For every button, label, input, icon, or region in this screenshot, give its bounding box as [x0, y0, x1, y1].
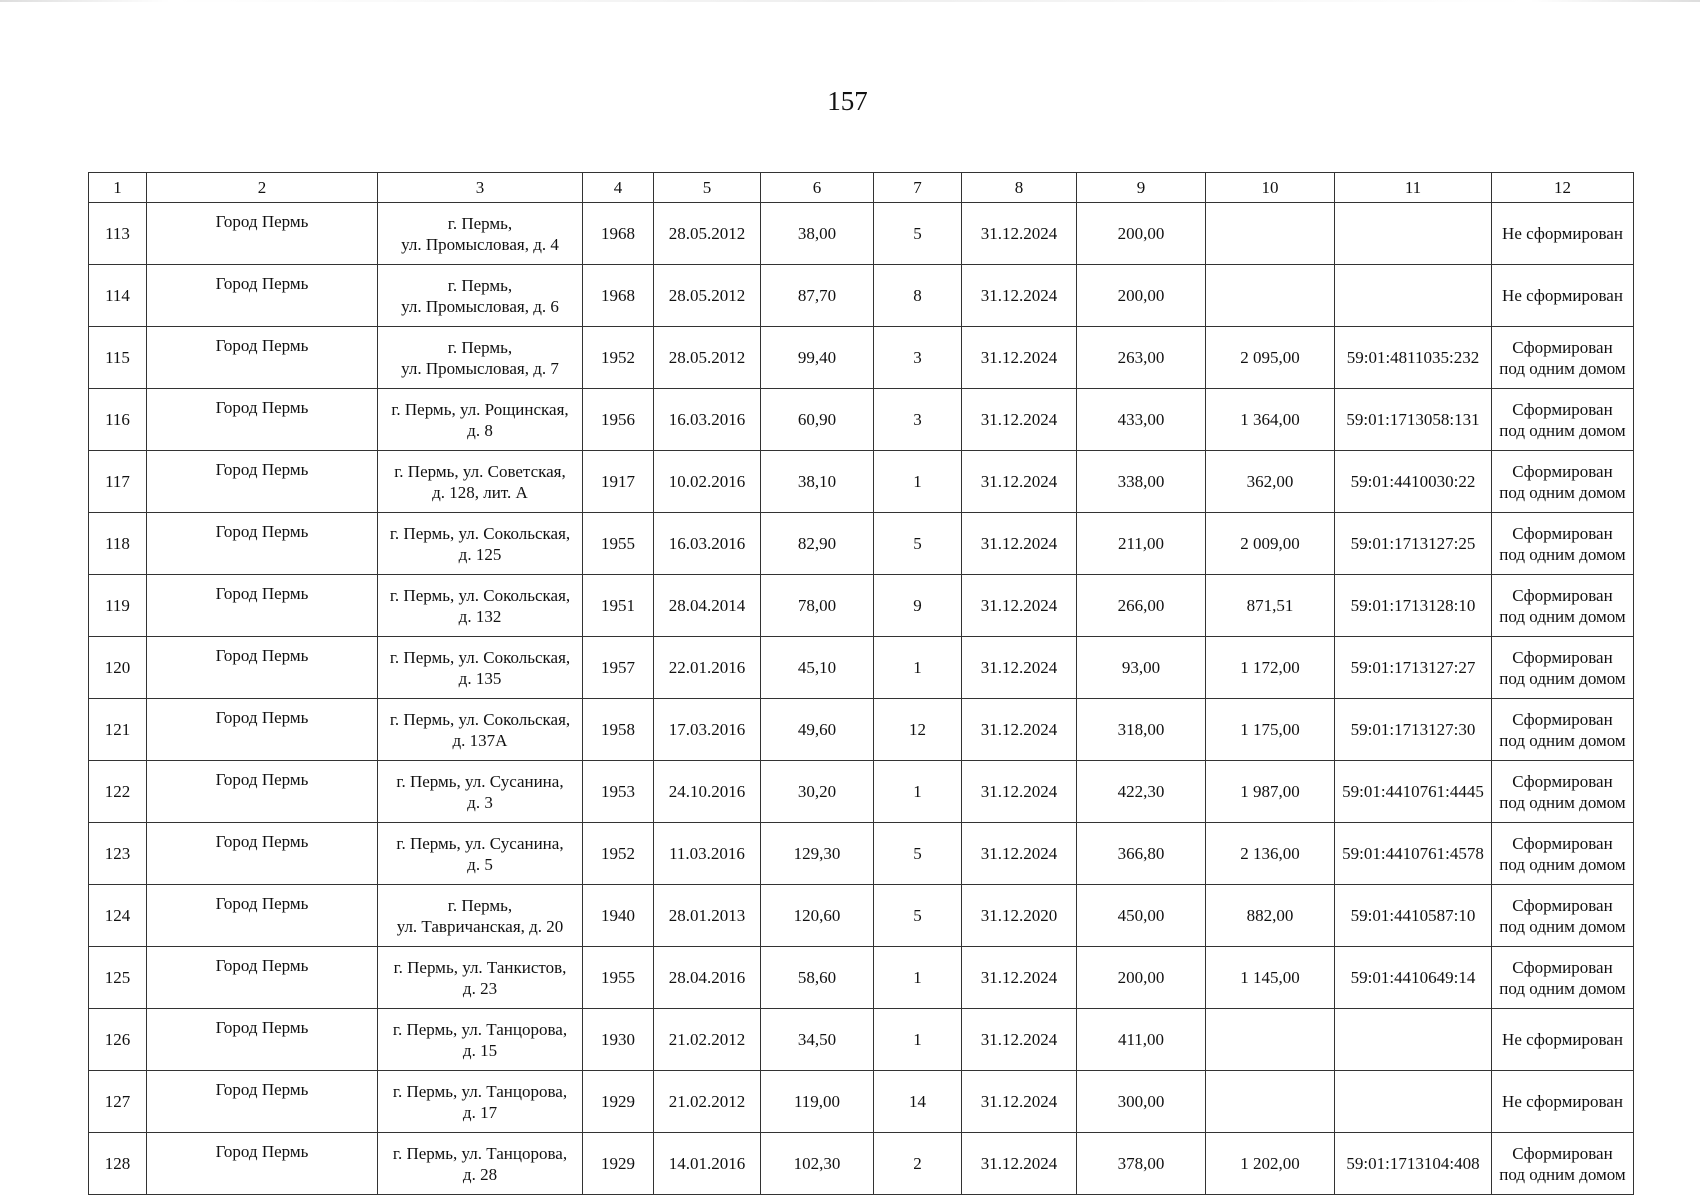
value-col9-cell: 300,00 — [1077, 1071, 1206, 1133]
residents-cell: 14 — [874, 1071, 962, 1133]
column-header-10: 10 — [1206, 173, 1335, 203]
municipality-cell: Город Пермь — [147, 947, 378, 1009]
value-col10-cell: 2 095,00 — [1206, 327, 1335, 389]
address-cell — [378, 1071, 583, 1133]
municipality-cell: Город Пермь — [147, 1009, 378, 1071]
land-status-cell — [1492, 637, 1634, 699]
date-cell: 11.03.2016 — [654, 823, 761, 885]
table-row — [89, 637, 1634, 699]
row-number-cell: 118 — [89, 513, 147, 575]
year-cell: 1957 — [583, 637, 654, 699]
value-col9-cell: 378,00 — [1077, 1133, 1206, 1195]
status-line-1: Сформирован — [1512, 523, 1613, 543]
value-col10-cell — [1206, 1009, 1335, 1071]
column-header-12: 12 — [1492, 173, 1634, 203]
address-line-1: г. Пермь, ул. Танцорова, — [392, 1019, 568, 1039]
address-line-1: г. Пермь, ул. Танцорова, — [392, 1143, 568, 1163]
municipality-cell: Город Пермь — [147, 389, 378, 451]
column-header-6: 6 — [761, 173, 874, 203]
status-line-1: Сформирован — [1512, 895, 1613, 915]
table-row — [89, 327, 1634, 389]
municipality-cell: Город Пермь — [147, 699, 378, 761]
column-header-7: 7 — [874, 173, 962, 203]
date-cell: 28.05.2012 — [654, 265, 761, 327]
status-line-1: Сформирован — [1512, 771, 1613, 791]
address-cell — [378, 699, 583, 761]
status-line-1: Сформирован — [1512, 399, 1613, 419]
date-cell: 16.03.2016 — [654, 513, 761, 575]
municipality-cell: Город Пермь — [147, 265, 378, 327]
status-line-2: под одним домом — [1499, 854, 1626, 874]
value-col10-cell: 1 145,00 — [1206, 947, 1335, 1009]
address-line-1: г. Пермь, ул. Советская, — [394, 461, 566, 481]
status-line-2: под одним домом — [1499, 544, 1626, 564]
residents-cell: 5 — [874, 203, 962, 265]
deadline-cell: 31.12.2024 — [962, 265, 1077, 327]
row-number-cell: 116 — [89, 389, 147, 451]
status-line-2: под одним домом — [1499, 358, 1626, 378]
year-cell: 1956 — [583, 389, 654, 451]
value-col10-cell: 1 364,00 — [1206, 389, 1335, 451]
table-row — [89, 389, 1634, 451]
registry-table — [88, 172, 1634, 1195]
land-status-cell — [1492, 203, 1634, 265]
value-col9-cell: 200,00 — [1077, 203, 1206, 265]
cadastre-number-cell: 59:01:1713058:131 — [1335, 389, 1492, 451]
address-cell — [378, 389, 583, 451]
address-cell — [378, 513, 583, 575]
residents-cell: 2 — [874, 1133, 962, 1195]
date-cell: 21.02.2012 — [654, 1009, 761, 1071]
address-line-2: д. 3 — [467, 792, 493, 812]
cadastre-number-cell: 59:01:4410030:22 — [1335, 451, 1492, 513]
address-line-2: ул. Промысловая, д. 7 — [401, 358, 559, 378]
row-number-cell: 121 — [89, 699, 147, 761]
status-line-1: Не сформирован — [1502, 224, 1623, 243]
deadline-cell: 31.12.2024 — [962, 1133, 1077, 1195]
status-line-1: Сформирован — [1512, 1143, 1613, 1163]
residents-cell: 5 — [874, 885, 962, 947]
address-cell — [378, 885, 583, 947]
table-row — [89, 823, 1634, 885]
table-row — [89, 575, 1634, 637]
cadastre-number-cell: 59:01:4410649:14 — [1335, 947, 1492, 1009]
address-cell — [378, 451, 583, 513]
column-header-11: 11 — [1335, 173, 1492, 203]
status-line-1: Не сформирован — [1502, 286, 1623, 305]
date-cell: 28.04.2016 — [654, 947, 761, 1009]
value-col9-cell: 200,00 — [1077, 947, 1206, 1009]
municipality-cell: Город Пермь — [147, 575, 378, 637]
date-cell: 14.01.2016 — [654, 1133, 761, 1195]
status-line-2: под одним домом — [1499, 978, 1626, 998]
address-cell — [378, 327, 583, 389]
value-col9-cell: 266,00 — [1077, 575, 1206, 637]
address-line-1: г. Пермь, — [447, 275, 513, 295]
status-line-1: Сформирован — [1512, 461, 1613, 481]
deadline-cell: 31.12.2024 — [962, 1009, 1077, 1071]
status-line-2: под одним домом — [1499, 730, 1626, 750]
deadline-cell: 31.12.2024 — [962, 699, 1077, 761]
table-row — [89, 1009, 1634, 1071]
deadline-cell: 31.12.2024 — [962, 823, 1077, 885]
deadline-cell: 31.12.2024 — [962, 761, 1077, 823]
area-cell: 45,10 — [761, 637, 874, 699]
address-line-2: д. 17 — [462, 1102, 498, 1122]
table-row — [89, 761, 1634, 823]
address-cell — [378, 761, 583, 823]
year-cell: 1940 — [583, 885, 654, 947]
address-line-2: ул. Промысловая, д. 4 — [401, 234, 559, 254]
value-col9-cell: 211,00 — [1077, 513, 1206, 575]
area-cell: 30,20 — [761, 761, 874, 823]
date-cell: 22.01.2016 — [654, 637, 761, 699]
date-cell: 28.04.2014 — [654, 575, 761, 637]
deadline-cell: 31.12.2024 — [962, 451, 1077, 513]
date-cell: 16.03.2016 — [654, 389, 761, 451]
address-line-1: г. Пермь, — [447, 213, 513, 233]
land-status-cell — [1492, 1009, 1634, 1071]
row-number-cell: 123 — [89, 823, 147, 885]
residents-cell: 3 — [874, 327, 962, 389]
table-row — [89, 885, 1634, 947]
value-col10-cell — [1206, 1071, 1335, 1133]
value-col9-cell: 450,00 — [1077, 885, 1206, 947]
address-line-2: ул. Тавричанская, д. 20 — [396, 916, 564, 936]
land-status-cell — [1492, 1133, 1634, 1195]
date-cell: 28.01.2013 — [654, 885, 761, 947]
deadline-cell: 31.12.2024 — [962, 389, 1077, 451]
table-row — [89, 203, 1634, 265]
year-cell: 1952 — [583, 823, 654, 885]
address-line-1: г. Пермь, ул. Рощинская, — [391, 399, 569, 419]
cadastre-number-cell: 59:01:1713127:27 — [1335, 637, 1492, 699]
value-col10-cell: 362,00 — [1206, 451, 1335, 513]
value-col9-cell: 422,30 — [1077, 761, 1206, 823]
residents-cell: 1 — [874, 451, 962, 513]
date-cell: 24.10.2016 — [654, 761, 761, 823]
address-line-2: д. 8 — [467, 420, 493, 440]
residents-cell: 8 — [874, 265, 962, 327]
value-col9-cell: 338,00 — [1077, 451, 1206, 513]
page-number: 157 — [827, 86, 868, 116]
municipality-cell: Город Пермь — [147, 327, 378, 389]
value-col10-cell: 2 136,00 — [1206, 823, 1335, 885]
residents-cell: 1 — [874, 761, 962, 823]
residents-cell: 5 — [874, 823, 962, 885]
date-cell: 17.03.2016 — [654, 699, 761, 761]
year-cell: 1955 — [583, 947, 654, 1009]
residents-cell: 1 — [874, 1009, 962, 1071]
area-cell: 120,60 — [761, 885, 874, 947]
date-cell: 10.02.2016 — [654, 451, 761, 513]
cadastre-number-cell — [1335, 203, 1492, 265]
value-col9-cell: 93,00 — [1077, 637, 1206, 699]
land-status-cell — [1492, 265, 1634, 327]
address-line-1: г. Пермь, ул. Сокольская, — [389, 523, 571, 543]
land-status-cell — [1492, 575, 1634, 637]
status-line-1: Сформирован — [1512, 833, 1613, 853]
row-number-cell: 128 — [89, 1133, 147, 1195]
area-cell: 99,40 — [761, 327, 874, 389]
area-cell: 38,10 — [761, 451, 874, 513]
table-body — [89, 203, 1634, 1195]
status-line-2: под одним домом — [1499, 606, 1626, 626]
value-col10-cell: 2 009,00 — [1206, 513, 1335, 575]
land-status-cell — [1492, 823, 1634, 885]
deadline-cell: 31.12.2024 — [962, 947, 1077, 1009]
deadline-cell: 31.12.2024 — [962, 203, 1077, 265]
table-row — [89, 1133, 1634, 1195]
column-header-1: 1 — [89, 173, 147, 203]
cadastre-number-cell — [1335, 265, 1492, 327]
address-line-1: г. Пермь, ул. Сокольская, — [389, 585, 571, 605]
header-row — [89, 173, 1634, 203]
year-cell: 1917 — [583, 451, 654, 513]
municipality-cell: Город Пермь — [147, 885, 378, 947]
status-line-1: Сформирован — [1512, 337, 1613, 357]
year-cell: 1929 — [583, 1071, 654, 1133]
address-cell — [378, 1009, 583, 1071]
land-status-cell — [1492, 1071, 1634, 1133]
value-col9-cell: 366,80 — [1077, 823, 1206, 885]
municipality-cell: Город Пермь — [147, 1071, 378, 1133]
table-row — [89, 947, 1634, 1009]
row-number-cell: 126 — [89, 1009, 147, 1071]
deadline-cell: 31.12.2024 — [962, 327, 1077, 389]
address-line-1: г. Пермь, — [447, 895, 513, 915]
address-line-2: д. 15 — [462, 1040, 498, 1060]
status-line-2: под одним домом — [1499, 792, 1626, 812]
deadline-cell: 31.12.2024 — [962, 637, 1077, 699]
cadastre-number-cell: 59:01:1713127:25 — [1335, 513, 1492, 575]
date-cell: 28.05.2012 — [654, 327, 761, 389]
date-cell: 21.02.2012 — [654, 1071, 761, 1133]
year-cell: 1968 — [583, 203, 654, 265]
status-line-1: Не сформирован — [1502, 1030, 1623, 1049]
row-number-cell: 114 — [89, 265, 147, 327]
land-status-cell — [1492, 885, 1634, 947]
address-cell — [378, 637, 583, 699]
value-col9-cell: 433,00 — [1077, 389, 1206, 451]
column-header-5: 5 — [654, 173, 761, 203]
address-cell — [378, 823, 583, 885]
status-line-1: Сформирован — [1512, 709, 1613, 729]
deadline-cell: 31.12.2024 — [962, 513, 1077, 575]
address-cell — [378, 575, 583, 637]
area-cell: 49,60 — [761, 699, 874, 761]
residents-cell: 5 — [874, 513, 962, 575]
land-status-cell — [1492, 389, 1634, 451]
area-cell: 58,60 — [761, 947, 874, 1009]
row-number-cell: 120 — [89, 637, 147, 699]
year-cell: 1968 — [583, 265, 654, 327]
address-cell — [378, 947, 583, 1009]
address-line-2: д. 5 — [467, 854, 493, 874]
row-number-cell: 122 — [89, 761, 147, 823]
table-row — [89, 699, 1634, 761]
address-cell — [378, 203, 583, 265]
date-cell: 28.05.2012 — [654, 203, 761, 265]
land-status-cell — [1492, 327, 1634, 389]
cadastre-number-cell: 59:01:4410587:10 — [1335, 885, 1492, 947]
deadline-cell: 31.12.2024 — [962, 1071, 1077, 1133]
table-row — [89, 513, 1634, 575]
scan-edge — [0, 0, 1700, 2]
area-cell: 60,90 — [761, 389, 874, 451]
table-row — [89, 265, 1634, 327]
area-cell: 129,30 — [761, 823, 874, 885]
status-line-2: под одним домом — [1499, 482, 1626, 502]
land-status-cell — [1492, 451, 1634, 513]
address-line-1: г. Пермь, ул. Сокольская, — [389, 709, 571, 729]
deadline-cell: 31.12.2024 — [962, 575, 1077, 637]
area-cell: 87,70 — [761, 265, 874, 327]
land-status-cell — [1492, 513, 1634, 575]
land-status-cell — [1492, 699, 1634, 761]
municipality-cell: Город Пермь — [147, 451, 378, 513]
year-cell: 1955 — [583, 513, 654, 575]
address-line-2: ул. Промысловая, д. 6 — [401, 296, 559, 316]
address-line-2: д. 128, лит. А — [432, 482, 528, 502]
status-line-1: Не сформирован — [1502, 1092, 1623, 1111]
year-cell: 1929 — [583, 1133, 654, 1195]
address-line-1: г. Пермь, ул. Танцорова, — [392, 1081, 568, 1101]
year-cell: 1958 — [583, 699, 654, 761]
area-cell: 78,00 — [761, 575, 874, 637]
cadastre-number-cell: 59:01:1713128:10 — [1335, 575, 1492, 637]
value-col10-cell: 1 202,00 — [1206, 1133, 1335, 1195]
area-cell: 34,50 — [761, 1009, 874, 1071]
address-line-2: д. 135 — [458, 668, 502, 688]
row-number-cell: 119 — [89, 575, 147, 637]
value-col10-cell: 882,00 — [1206, 885, 1335, 947]
column-header-8: 8 — [962, 173, 1077, 203]
year-cell: 1952 — [583, 327, 654, 389]
column-header-2: 2 — [147, 173, 378, 203]
address-line-1: г. Пермь, ул. Сусанина, — [396, 771, 564, 791]
year-cell: 1953 — [583, 761, 654, 823]
municipality-cell: Город Пермь — [147, 513, 378, 575]
municipality-cell: Город Пермь — [147, 1133, 378, 1195]
address-line-2: д. 137А — [452, 730, 508, 750]
row-number-cell: 113 — [89, 203, 147, 265]
address-line-1: г. Пермь, ул. Танкистов, — [393, 957, 567, 977]
cadastre-number-cell: 59:01:4410761:4578 — [1335, 823, 1492, 885]
land-status-cell — [1492, 947, 1634, 1009]
address-line-1: г. Пермь, ул. Сусанина, — [396, 833, 564, 853]
value-col9-cell: 200,00 — [1077, 265, 1206, 327]
value-col10-cell: 1 172,00 — [1206, 637, 1335, 699]
address-line-2: д. 132 — [458, 606, 502, 626]
address-line-1: г. Пермь, — [447, 337, 513, 357]
cadastre-number-cell: 59:01:1713104:408 — [1335, 1133, 1492, 1195]
address-line-1: г. Пермь, ул. Сокольская, — [389, 647, 571, 667]
row-number-cell: 115 — [89, 327, 147, 389]
value-col10-cell: 871,51 — [1206, 575, 1335, 637]
address-cell — [378, 265, 583, 327]
address-line-2: д. 28 — [462, 1164, 498, 1184]
cadastre-number-cell — [1335, 1009, 1492, 1071]
deadline-cell: 31.12.2020 — [962, 885, 1077, 947]
area-cell: 102,30 — [761, 1133, 874, 1195]
address-line-2: д. 23 — [462, 978, 498, 998]
value-col9-cell: 263,00 — [1077, 327, 1206, 389]
column-header-4: 4 — [583, 173, 654, 203]
value-col9-cell: 318,00 — [1077, 699, 1206, 761]
table-row — [89, 451, 1634, 513]
residents-cell: 1 — [874, 947, 962, 1009]
cadastre-number-cell — [1335, 1071, 1492, 1133]
row-number-cell: 127 — [89, 1071, 147, 1133]
status-line-1: Сформирован — [1512, 585, 1613, 605]
value-col10-cell — [1206, 203, 1335, 265]
value-col10-cell: 1 987,00 — [1206, 761, 1335, 823]
municipality-cell: Город Пермь — [147, 823, 378, 885]
cadastre-number-cell: 59:01:4811035:232 — [1335, 327, 1492, 389]
area-cell: 119,00 — [761, 1071, 874, 1133]
residents-cell: 1 — [874, 637, 962, 699]
residents-cell: 9 — [874, 575, 962, 637]
status-line-1: Сформирован — [1512, 957, 1613, 977]
row-number-cell: 124 — [89, 885, 147, 947]
municipality-cell: Город Пермь — [147, 637, 378, 699]
residents-cell: 12 — [874, 699, 962, 761]
area-cell: 38,00 — [761, 203, 874, 265]
status-line-1: Сформирован — [1512, 647, 1613, 667]
row-number-cell: 125 — [89, 947, 147, 1009]
column-header-9: 9 — [1077, 173, 1206, 203]
land-status-cell — [1492, 761, 1634, 823]
cadastre-number-cell: 59:01:1713127:30 — [1335, 699, 1492, 761]
address-line-2: д. 125 — [458, 544, 502, 564]
value-col10-cell: 1 175,00 — [1206, 699, 1335, 761]
column-header-3: 3 — [378, 173, 583, 203]
cadastre-number-cell: 59:01:4410761:4445 — [1335, 761, 1492, 823]
municipality-cell: Город Пермь — [147, 203, 378, 265]
municipality-cell: Город Пермь — [147, 761, 378, 823]
table-row — [89, 1071, 1634, 1133]
status-line-2: под одним домом — [1499, 668, 1626, 688]
status-line-2: под одним домом — [1499, 916, 1626, 936]
year-cell: 1951 — [583, 575, 654, 637]
residents-cell: 3 — [874, 389, 962, 451]
address-cell — [378, 1133, 583, 1195]
value-col10-cell — [1206, 265, 1335, 327]
status-line-2: под одним домом — [1499, 1164, 1626, 1184]
status-line-2: под одним домом — [1499, 420, 1626, 440]
row-number-cell: 117 — [89, 451, 147, 513]
area-cell: 82,90 — [761, 513, 874, 575]
year-cell: 1930 — [583, 1009, 654, 1071]
value-col9-cell: 411,00 — [1077, 1009, 1206, 1071]
